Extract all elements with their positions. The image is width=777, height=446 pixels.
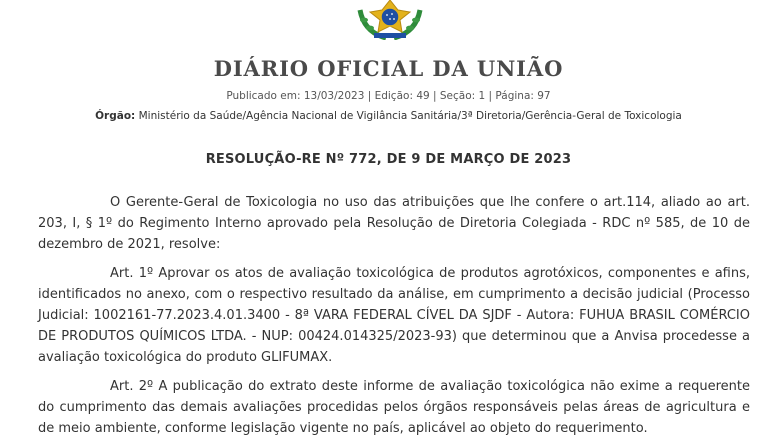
- paragraph-preamble: O Gerente-Geral de Toxicologia no uso das atribuições que lhe confere o art.114, aliado ao art. 203, I, § 1º do Regimento Interno aprovado pela Resolução de Diretoria Colegiada - RDC nº 585, de 10 de dezembro de 2021, resolve:: [38, 195, 750, 253]
- orgao-line: [0, 110, 777, 122]
- publication-info: Publicado em: 13/03/2023 | Edição: 49 | Seção: 1 | Página: 97: [226, 90, 551, 102]
- resolution-heading: RESOLUÇÃO-RE Nº 772, DE 9 DE MARÇO DE 2023: [205, 152, 572, 167]
- paragraph-art-2: Art. 2º A publicação do extrato deste informe de avaliação toxicológica não exime a requerente do cumprimento das demais avaliações procedidas pelos órgãos responsáveis pelas áreas de agricultura e de meio ambiente, conforme legislação vigente no país, aplicável ao objeto do requerimento.: [38, 378, 750, 437]
- document-body: [38, 192, 750, 446]
- orgao-value: Ministério da Saúde/Agência Nacional de Vigilância Sanitária/3ª Diretoria/Gerência-Geral de Toxicologia: [138, 110, 682, 122]
- newspaper-title: DIÁRIO OFICIAL DA UNIÃO: [213, 56, 564, 81]
- orgao-label: Órgão:: [95, 110, 136, 122]
- paragraph-art-1: Art. 1º Aprovar os atos de avaliação toxicológica de produtos agrotóxicos, componentes e afins, identificados no anexo, com o respectivo resultado da análise, em cumprimento a decisão judicial (Processo Judicial: 1002161-77.2023.4.01.3400 - 8ª VARA FEDERAL CÍVEL DA SJDF - Autora: FUHUA BRASIL COMÉRCIO DE PRODUTOS QUÍMICOS LTDA. - NUP: 00424.014325/2023-93) que determinou que a Anvisa procedesse a avaliação toxicológica do produto GLIFUMAX.: [38, 265, 750, 366]
- coat-of-arms-icon: [352, 0, 428, 40]
